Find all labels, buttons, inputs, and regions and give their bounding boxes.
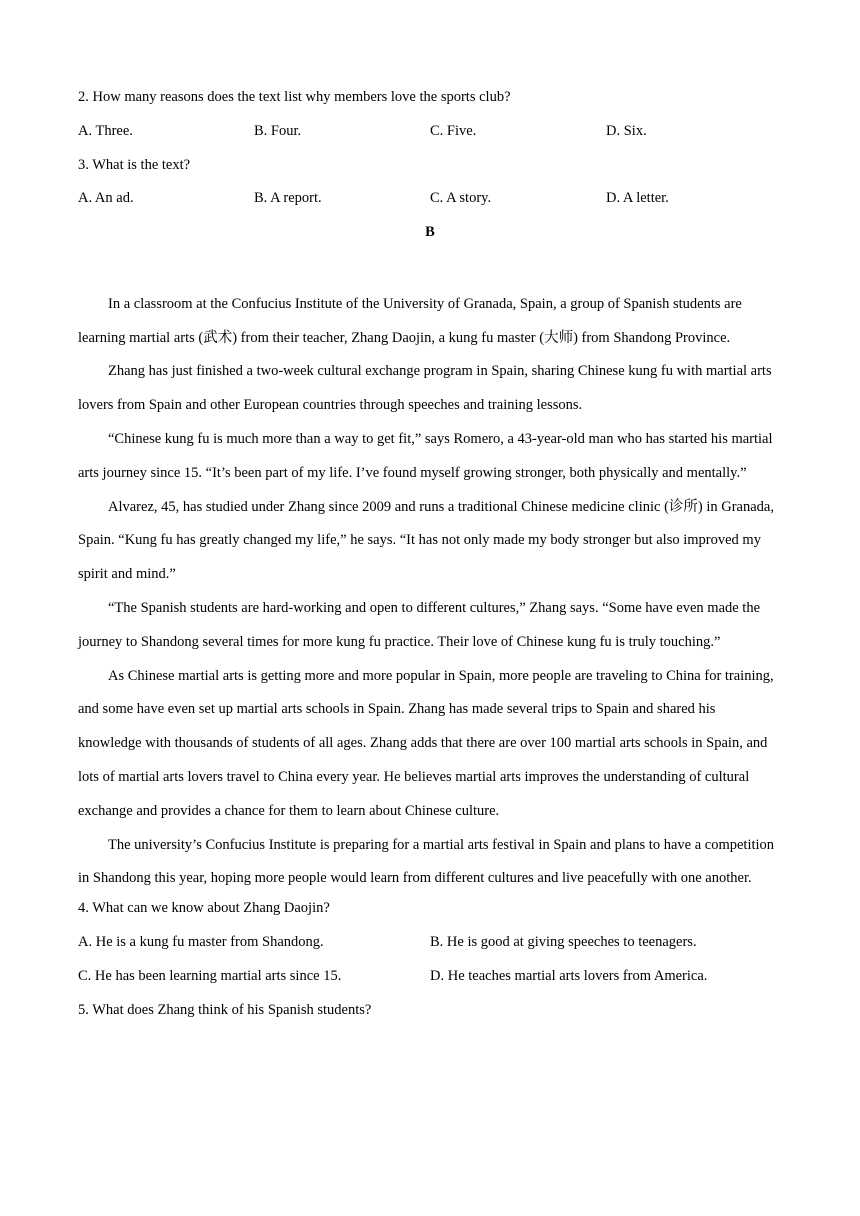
- question-3-option-c: C. A story.: [430, 190, 492, 207]
- question-2-option-a: A. Three.: [78, 122, 133, 139]
- passage-paragraph-1: In a classroom at the Confucius Institute of the University of Granada, Spain, a group of Spanish students are learning martial arts (武术) from their teacher, Zhang Daojin, a kung fu master (大师) from Shandong Province.: [78, 295, 742, 346]
- question-3-option-b: B. A report.: [254, 190, 322, 207]
- question-4-option-a: A. He is a kung fu master from Shandong.: [78, 933, 324, 950]
- question-4-options-row-2: [78, 964, 782, 998]
- question-4-option-c: C. He has been learning martial arts since 15.: [78, 967, 342, 984]
- question-2-options: [78, 119, 782, 153]
- question-3-option-a: A. An ad.: [78, 190, 134, 207]
- question-4-options-row-1: [78, 930, 782, 964]
- question-2-option-b: B. Four.: [254, 122, 302, 139]
- question-2-option-d: D. Six.: [606, 122, 647, 139]
- passage-paragraph-3: “Chinese kung fu is much more than a way to get fit,” says Romero, a 43-year-old man who has started his martial arts journey since 15. “It’s been part of my life. I’ve found myself growing stronger, both physically and mentally.”: [78, 430, 773, 481]
- question-3-options: [78, 186, 782, 220]
- passage-paragraph-2: Zhang has just finished a two-week cultural exchange program in Spain, sharing Chinese kung fu with martial arts lovers from Spain and other European countries through speeches and training lessons.: [78, 363, 772, 414]
- passage-paragraph-6: As Chinese martial arts is getting more and more popular in Spain, more people are traveling to China for training, and some have even set up martial arts schools in Spain. Zhang has made several trips to Spain and shared his knowledge with thousands of students of all ages. Zhang adds that there are over 100 martial arts schools in Spain, and lots of martial arts lovers travel to China every year. He believes martial arts improves the understanding of cultural exchange and provides a chance for them to learn about Chinese culture.: [78, 667, 774, 819]
- question-4-option-b: B. He is good at giving speeches to teenagers.: [430, 933, 697, 950]
- passage-paragraph-7: The university’s Confucius Institute is preparing for a martial arts festival in Spain and plans to have a competition in Shandong this year, hoping more people would learn from different cultures and live peacefully with one another.: [78, 836, 775, 887]
- question-3-option-d: D. A letter.: [606, 190, 669, 207]
- question-2-option-c: C. Five.: [430, 122, 477, 139]
- question-5-stem: 5. What does Zhang think of his Spanish students?: [78, 1001, 372, 1018]
- passage: [78, 288, 782, 896]
- question-4-stem: 4. What can we know about Zhang Daojin?: [78, 900, 330, 917]
- question-3-stem: 3. What is the text?: [78, 156, 191, 173]
- section-title: B: [425, 224, 435, 241]
- question-4-option-d: D. He teaches martial arts lovers from America.: [430, 967, 708, 984]
- question-2-stem: 2. How many reasons does the text list why members love the sports club?: [78, 89, 511, 105]
- passage-paragraph-5: “The Spanish students are hard-working and open to different cultures,” Zhang says. “Some have even made the journey to Shandong several times for more kung fu practice. Their love of Chinese kung fu is truly touching.”: [78, 599, 761, 650]
- section-spacer: [78, 254, 782, 288]
- passage-paragraph-4: Alvarez, 45, has studied under Zhang since 2009 and runs a traditional Chinese medicine clinic (诊所) in Granada, Spain. “Kung fu has greatly changed my life,” he says. “It has not only made my body stronger but also improved my spirit and mind.”: [78, 498, 774, 583]
